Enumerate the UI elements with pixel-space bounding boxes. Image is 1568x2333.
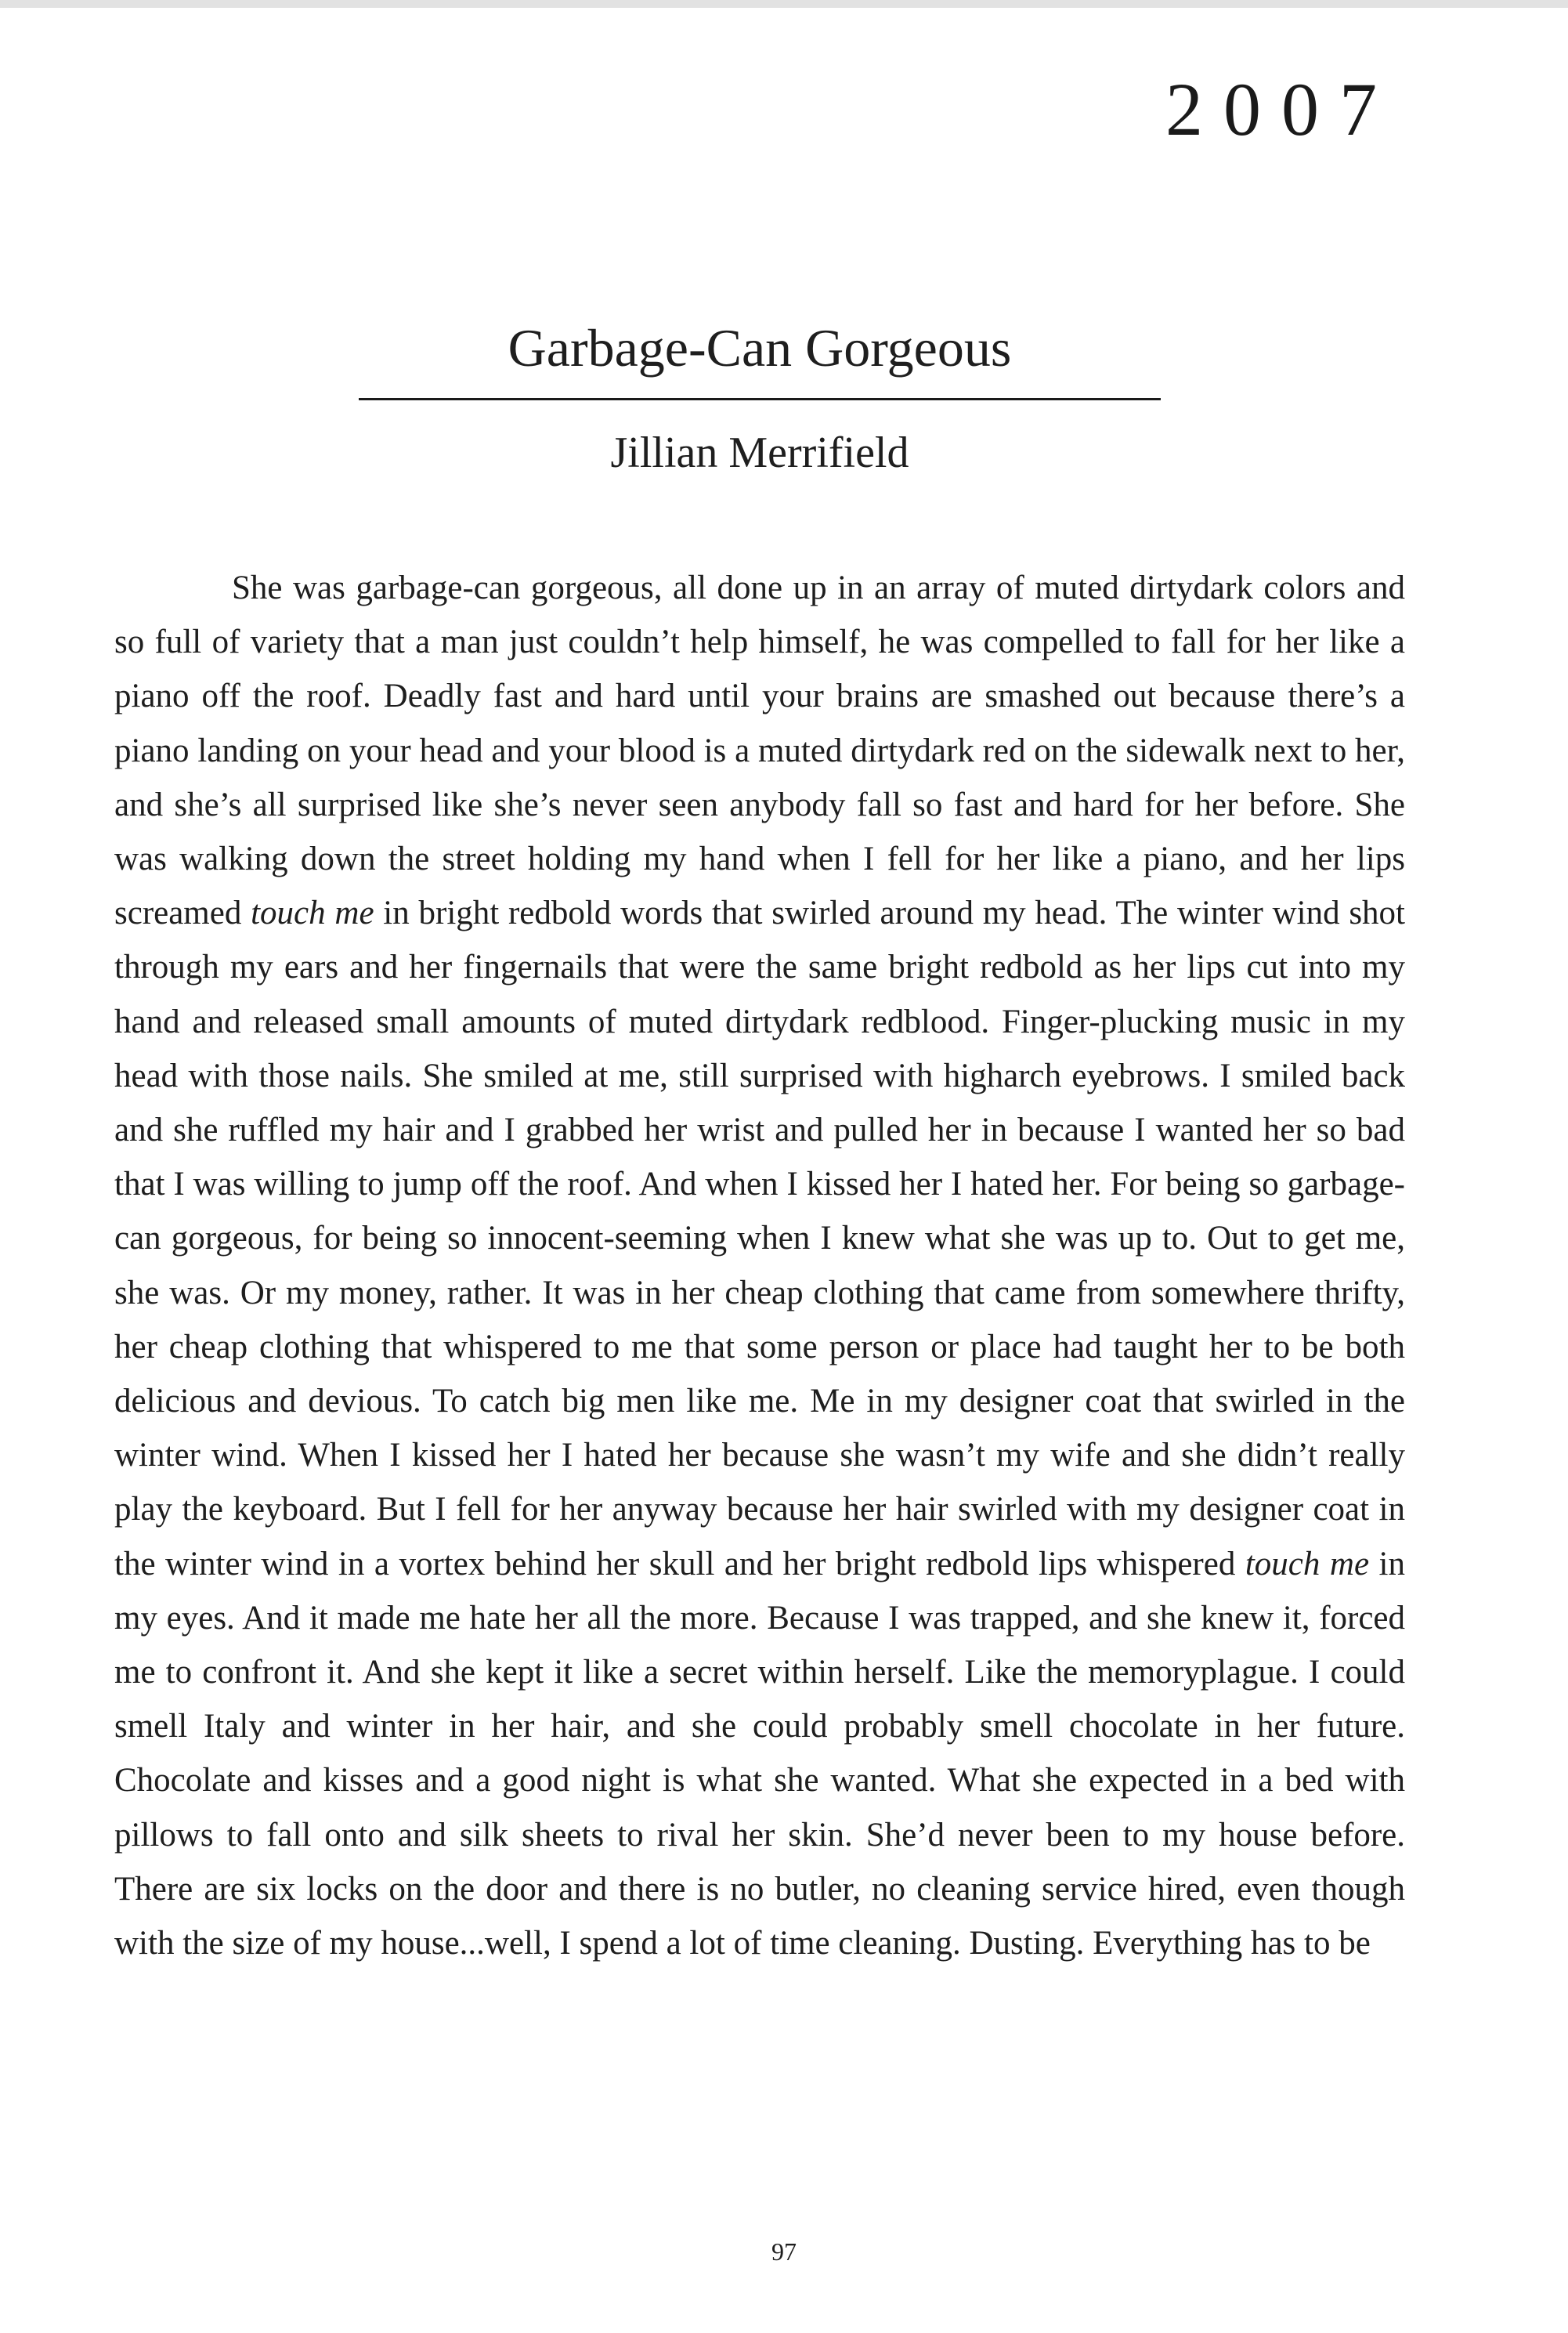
italic-phrase: touch me <box>1245 1545 1370 1582</box>
page-top-edge <box>0 0 1568 8</box>
chapter-year-heading: 2007 <box>1165 67 1397 151</box>
title-divider <box>359 398 1161 400</box>
body-text-segment: in my eyes. And it made me hate her all the more. Because I was trapped, and she knew it, forced me to confront it. And she kept it like a secret within herself. Like the memoryplague. I could smell Italy and winter in her hair, and she could probably smell chocolate in her future. Chocolate and kisses and a good night is what she wanted. What she expected in a bed with pillows to fall onto and silk sheets to rival her skin. She’d never been to my house before. There are six locks on the door and there is no butler, no cleaning service hired, even though with the size of my house...well, I spend a lot of time cleaning. Dusting. Everything has to be <box>114 1545 1406 1962</box>
body-text-segment: She was garbage-can gorgeous, all done up in an array of muted dirtydark colors and so full of variety that a man just couldn’t help himself, he was compelled to fall for her like a piano off the roof. Deadly fast and hard until your brains are smashed out because there’s a piano landing on your head and your blood is a muted dirtydark red on the sidewalk next to her, and she’s all surprised like she’s never seen anybody fall so fast and hard for her before. She was walking down the street holding my hand when I fell for her like a piano, and her lips screamed <box>114 570 1405 932</box>
page-number: 97 <box>771 2237 797 2266</box>
story-author: Jillian Merrifield <box>610 428 909 477</box>
body-text-segment: in bright redbold words that swirled around my head. The winter wind shot through my ears and her fingernails that were the same bright redbold as her lips cut into my hand and released small amounts of muted dirtydark redblood. Finger-plucking music in my head with those nails. She smiled at me, still surprised with higharch eyebrows. I smiled back and she ruffled my hair and I grabbed her wrist and pulled her in because I wanted her so bad that I was willing to jump off the roof. And when I kissed her I hated her. For being so garbage-can gorgeous, for being so innocent-seeming when I knew what she was up to. Out to get me, she was. Or my money, rather. It was in her cheap clothing that came from somewhere thrifty, her cheap clothing that whispered to me that some person or place had taught her to be both delicious and devious. To catch big men like me. Me in my designer coat that swirled in the winter wind. When I kissed her I hated her because she wasn’t my wife and she didn’t really play the keyboard. But I fell for her anyway because her hair swirled with my designer coat in the winter wind in a vortex behind her skull and her bright redbold lips whispered <box>114 895 1406 1582</box>
story-heading <box>359 316 1161 479</box>
story-body-paragraph <box>114 561 1405 1970</box>
story-title: Garbage-Can Gorgeous <box>508 318 1012 378</box>
italic-phrase: touch me <box>251 895 374 932</box>
